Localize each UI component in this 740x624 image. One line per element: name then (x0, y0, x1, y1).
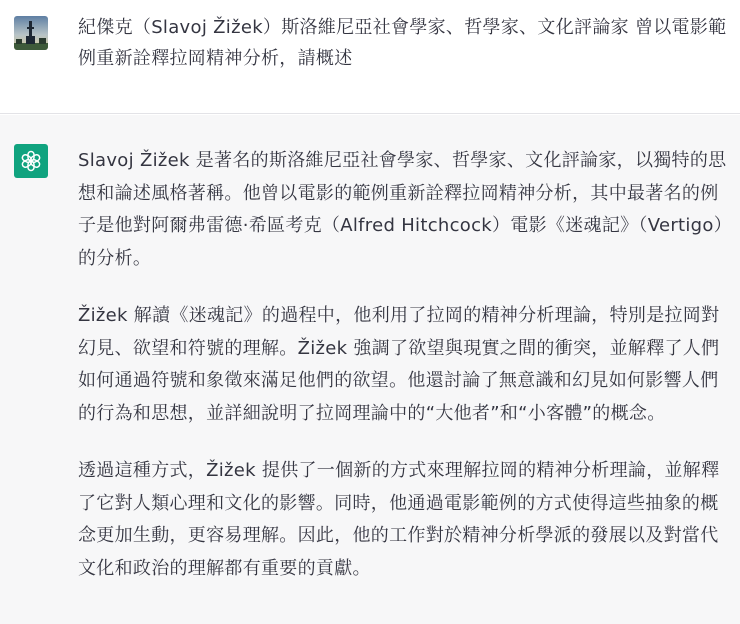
user-message (0, 0, 740, 114)
assistant-message (0, 115, 740, 624)
city-skyline-avatar-icon (14, 16, 48, 50)
openai-logo-icon (14, 144, 48, 178)
answer-paragraph: Žižek 解讀《迷魂記》的過程中，他利用了拉岡的精神分析理論，特別是拉岡對幻見、欲望和符號的理解。Žižek 強調了欲望與現實之間的衝突，並解釋了人們如何通過符號和象徵來滿足他們的欲望。他還討論了無意識和幻見如何影響人們的行為和思想，並詳細說明了拉岡理論中的“大他者”和“小客體”的概念。 (78, 305, 720, 424)
user-question-text: 紀傑克（Slavoj Žižek）斯洛維尼亞社會學家、哲學家、文化評論家 曾以電影範例重新詮釋拉岡精神分析，請概述 (78, 17, 727, 69)
assistant-answer (78, 145, 730, 610)
answer-paragraph: 透過這種方式，Žižek 提供了一個新的方式來理解拉岡的精神分析理論，並解釋了它對人類心理和文化的影響。同時，他通過電影範例的方式使得這些抽象的概念更加生動，更容易理解。因此，他的工作對於精神分析學派的發展以及對當代文化和政治的理解都有重要的貢獻。 (78, 460, 720, 579)
answer-paragraph: Slavoj Žižek 是著名的斯洛維尼亞社會學家、哲學家、文化評論家，以獨特的思想和論述風格著稱。他曾以電影的範例重新詮釋拉岡精神分析，其中最著名的例子是他對阿爾弗雷德·希區考克（Alfred Hitchcock）電影《迷魂記》（Vertigo）的分析。 (78, 150, 727, 269)
